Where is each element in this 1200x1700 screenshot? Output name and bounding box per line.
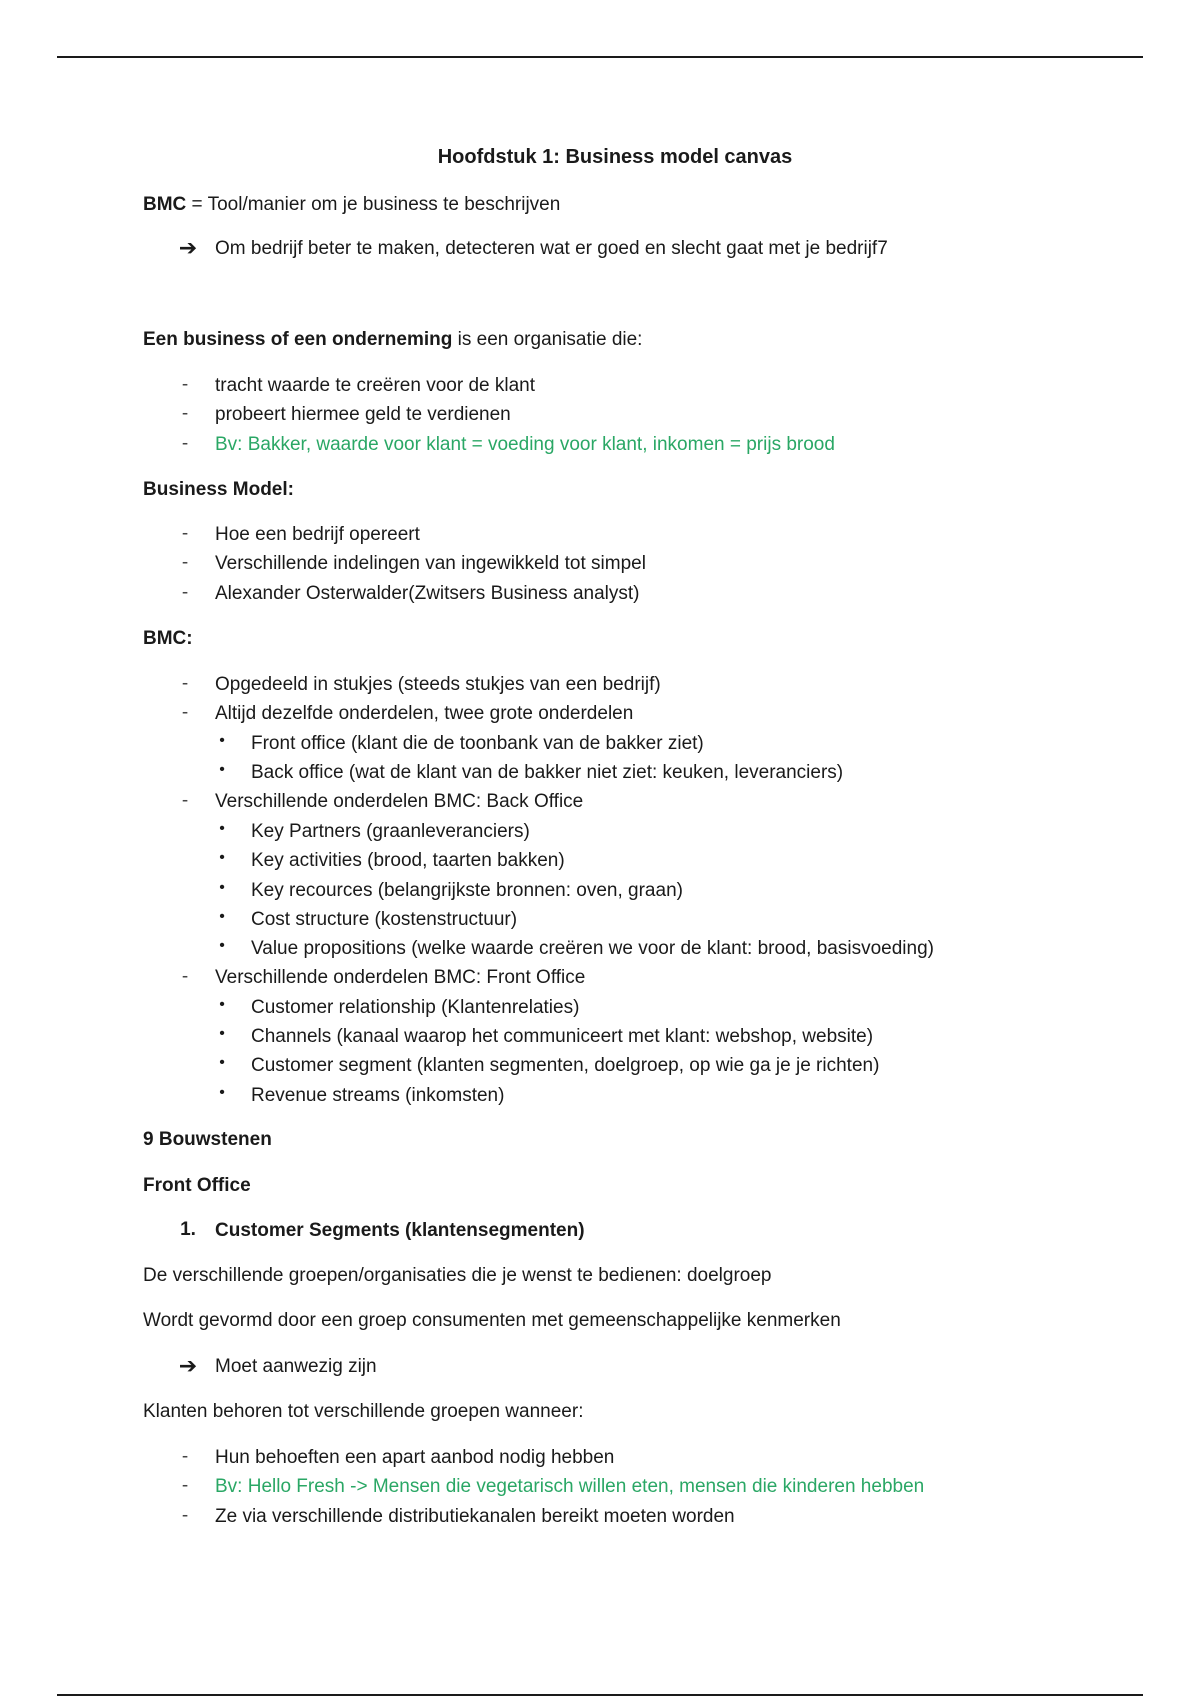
sub-list-item: Channels (kanaal waarop het communiceert met klant: webshop, website) [251, 1026, 874, 1047]
bullet-marker: • [219, 1084, 225, 1101]
bullet-marker: • [219, 996, 225, 1013]
bullet-marker: • [219, 732, 225, 749]
sub-list-item: Customer relationship (Klantenrelaties) [251, 997, 580, 1018]
bmc-heading: BMC: [143, 628, 193, 649]
sub-list-item: Value propositions (welke waarde creëren we voor de klant: brood, basisvoeding) [251, 938, 934, 959]
bouwstenen-heading: 9 Bouwstenen [143, 1129, 272, 1150]
paragraph: Klanten behoren tot verschillende groepen wanneer: [143, 1401, 584, 1422]
header-rule [57, 56, 1143, 58]
list-item: Verschillende indelingen van ingewikkeld tot simpel [215, 553, 646, 574]
dash-marker: - [181, 433, 189, 454]
bullet-marker: • [219, 908, 225, 925]
sub-list-item: Front office (klant die de toonbank van de bakker ziet) [251, 733, 704, 754]
dash-marker: - [181, 1446, 189, 1467]
bullet-marker: • [219, 849, 225, 866]
list-item: Alexander Osterwalder(Zwitsers Business analyst) [215, 583, 640, 604]
sub-list-item: Key activities (brood, taarten bakken) [251, 850, 565, 871]
list-item: Verschillende onderdelen BMC: Back Office [215, 791, 584, 812]
list-item: Verschillende onderdelen BMC: Front Office [215, 967, 586, 988]
sub-list-item: Customer segment (klanten segmenten, doelgroep, op wie ga je je richten) [251, 1055, 880, 1076]
bmc-arrow-note: Om bedrijf beter te maken, detecteren wat er goed en slecht gaat met je bedrijf7 [215, 238, 888, 259]
list-item: Altijd dezelfde onderdelen, twee grote onderdelen [215, 703, 634, 724]
list-item: tracht waarde te creëren voor de klant [215, 375, 536, 396]
dash-marker: - [181, 966, 189, 987]
bullet-marker: • [219, 1054, 225, 1071]
list-item: Hoe een bedrijf opereert [215, 524, 420, 545]
paragraph: Wordt gevormd door een groep consumenten met gemeenschappelijke kenmerken [143, 1310, 841, 1331]
example-item: Bv: Hello Fresh -> Mensen die vegetarisch willen eten, mensen die kinderen hebben [215, 1476, 925, 1497]
bullet-marker: • [219, 820, 225, 837]
dash-marker: - [181, 523, 189, 544]
arrow-icon: ➔ [178, 1353, 198, 1378]
dash-marker: - [181, 1505, 189, 1526]
list-item: Ze via verschillende distributiekanalen bereikt moeten worden [215, 1506, 735, 1527]
business-definition-text: is een organisatie die: [452, 329, 643, 350]
dash-marker: - [181, 374, 189, 395]
example-item: Bv: Bakker, waarde voor klant = voeding voor klant, inkomen = prijs brood [215, 434, 835, 455]
sub-list-item: Cost structure (kostenstructuur) [251, 909, 518, 930]
business-definition [143, 328, 642, 352]
footer-rule [57, 1694, 1143, 1696]
bmc-definition [143, 193, 560, 217]
dash-marker: - [181, 790, 189, 811]
dash-marker: - [181, 1475, 189, 1496]
dash-marker: - [181, 582, 189, 603]
list-item: probeert hiermee geld te verdienen [215, 404, 511, 425]
arrow-note: Moet aanwezig zijn [215, 1356, 377, 1377]
business-term: Een business of een onderneming [143, 329, 453, 350]
bullet-marker: • [219, 761, 225, 778]
list-item: Opgedeeld in stukjes (steeds stukjes van een bedrijf) [215, 674, 661, 695]
paragraph: De verschillende groepen/organisaties die je wenst te bedienen: doelgroep [143, 1265, 772, 1286]
list-number: 1. [180, 1219, 196, 1240]
front-office-heading: Front Office [143, 1175, 251, 1196]
sub-list-item: Back office (wat de klant van de bakker niet ziet: keuken, leveranciers) [251, 762, 844, 783]
list-item: Hun behoeften een apart aanbod nodig hebben [215, 1447, 615, 1468]
bullet-marker: • [219, 1025, 225, 1042]
dash-marker: - [181, 403, 189, 424]
dash-marker: - [181, 673, 189, 694]
arrow-icon: ➔ [178, 235, 198, 260]
business-model-heading: Business Model: [143, 479, 294, 500]
sub-list-item: Revenue streams (inkomsten) [251, 1085, 505, 1106]
sub-list-item: Key Partners (graanleveranciers) [251, 821, 530, 842]
page-title: Hoofdstuk 1: Business model canvas [437, 146, 793, 168]
dash-marker: - [181, 552, 189, 573]
bmc-definition-text: = Tool/manier om je business te beschrijven [186, 194, 561, 215]
bullet-marker: • [219, 879, 225, 896]
sub-list-item: Key recources (belangrijkste bronnen: oven, graan) [251, 880, 683, 901]
bmc-term: BMC [143, 194, 187, 215]
customer-segments-heading: Customer Segments (klantensegmenten) [215, 1220, 585, 1241]
bullet-marker: • [219, 937, 225, 954]
dash-marker: - [181, 702, 189, 723]
